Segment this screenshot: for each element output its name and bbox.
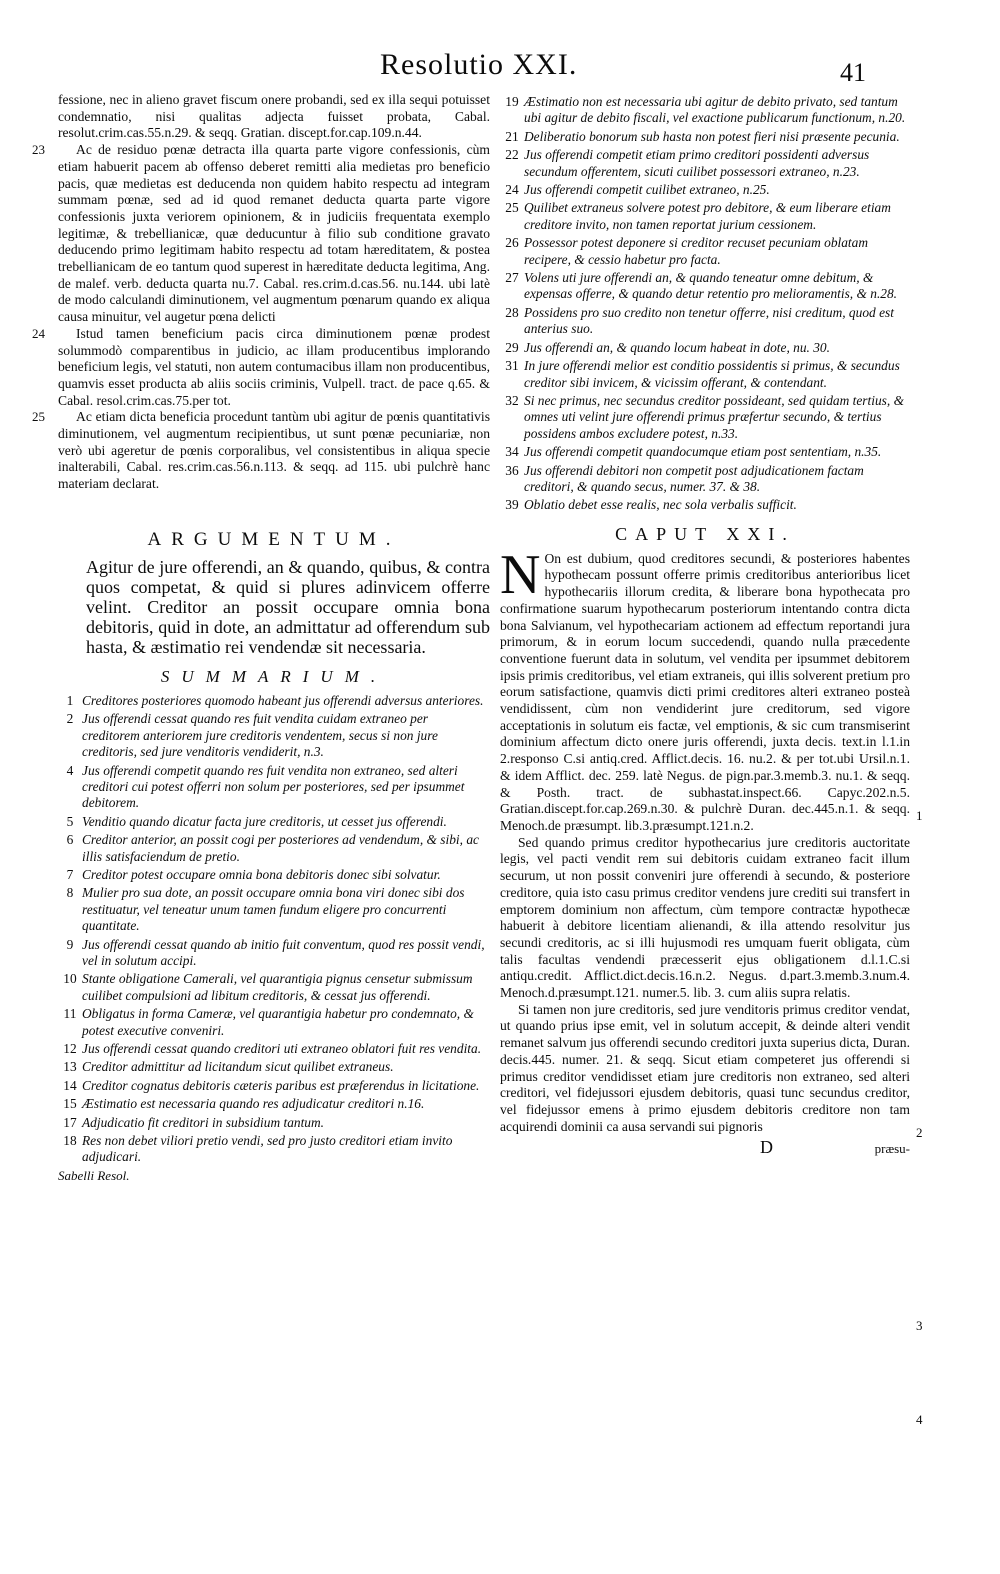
summary-number: 17	[63, 1114, 77, 1130]
summary-text: Jus offerendi an, & quando locum habeat in dote, nu. 30.	[524, 339, 830, 355]
running-title: Resolutio XXI.	[380, 48, 578, 81]
footer-signature: Sabelli Resol.	[58, 1167, 130, 1183]
summary-item	[500, 200, 910, 233]
summary-number: 18	[63, 1133, 77, 1149]
summary-number: 22	[505, 147, 519, 163]
summary-item	[500, 358, 910, 391]
drop-capital: N	[500, 543, 541, 606]
summary-text: Jus offerendi competit etiam primo creditori possidenti adversus secundum offerentem, sicuti cuilibet possessori extraneo, n.23.	[524, 147, 870, 179]
text-paragraph	[500, 1002, 910, 1136]
summary-number: 21	[505, 128, 519, 144]
summary-text: Adjudicatio fit creditori in subsidium tantum.	[82, 1114, 325, 1130]
summary-item	[500, 270, 910, 303]
summary-item	[500, 94, 910, 127]
paragraph-number: 25	[32, 409, 45, 425]
summary-text: Creditor anterior, an possit cogi per posteriores ad vendendum, & sibi, ac illis satisfaciendum de pretio.	[82, 832, 479, 864]
summary-list-right	[500, 94, 910, 514]
margin-number: 2	[916, 1125, 923, 1140]
summary-text: Jus offerendi cessat quando ab initio fuit conventum, quod res possit vendi, vel in solutum accipi.	[82, 936, 485, 968]
summary-item	[58, 1096, 490, 1112]
left-column	[32, 92, 490, 1184]
summary-text: Obligatus in forma Cameræ, vel quarantigia habetur pro condemnato, & potest executive conveniri.	[82, 1006, 474, 1038]
summary-item	[500, 444, 910, 460]
summary-number: 19	[505, 94, 519, 109]
summary-number: 15	[63, 1096, 77, 1112]
summary-heading: SUMMARIUM.	[160, 666, 388, 686]
paragraph-text: fessione, nec in alieno gravet fiscum onere probandi, sed ex illa sequi potuisset condemnatio, nisi qualitas adjecta fuisset probata, Cabal. resolut.crim.cas.55.n.29. & seqq. Gratian. discept.for.cap.109.n.44.	[58, 92, 490, 141]
paragraph-number: 23	[32, 142, 45, 158]
summary-text: Jus offerendi cessat quando creditori uti extraneo oblatori fuit res vendita.	[82, 1041, 482, 1056]
summary-list-left	[58, 693, 490, 1166]
summary-number: 13	[63, 1059, 77, 1075]
summary-number: 11	[63, 1006, 77, 1022]
summary-text: Jus offerendi competit quando res fuit vendita non extraneo, sed alteri creditori cui potest offerri non solum per posteriores, sed per ipsummet debitorem.	[82, 762, 465, 811]
signature-mark: D	[760, 1137, 773, 1158]
summary-number: 27	[505, 270, 519, 286]
summary-text: Æstimatio non est necessaria ubi agitur de debito privato, sed tantum ubi agitur de debito fiscali, vel exactione publicarum functionum, n.20.	[524, 94, 906, 126]
summary-text: Creditor cognatus debitoris cæteris paribus est præferendus in licitatione.	[82, 1077, 480, 1093]
margin-number: 3	[916, 1318, 923, 1333]
left-paragraphs	[32, 92, 490, 493]
summary-number: 7	[66, 866, 74, 882]
summary-text: Possidens pro suo credito non tenetur offerre, nisi creditum, quod est anterius suo.	[524, 304, 894, 337]
summary-item	[58, 711, 490, 760]
summary-item	[500, 235, 910, 268]
summary-number: 1	[66, 692, 74, 708]
summary-item	[500, 393, 910, 442]
summary-number: 34	[505, 444, 519, 460]
summary-text: Deliberatio bonorum sub hasta non potest fieri nisi præsente pecunia.	[524, 128, 900, 144]
summary-number: 14	[63, 1077, 77, 1093]
text-paragraph	[32, 142, 490, 326]
paragraph-text: Si tamen non jure creditoris, sed jure venditoris primus creditor vendat, ut quando prius ipse emit, vel in solutum accepit, & deinde alteri vendit remanet salvum jus offerendi secundo creditori juxta superius dicta, Duran. decis.445. numer. 21. & seqq. Sicut etiam competeret jus offerendi si primus creditor vendidisset etiam jure creditoris non extraneo, sed alteri creditori, vel fidejussori ejusdem debitoris, quasi tunc secundus creditor, vel fidejussor emens à primo ejusdem debitoris creditore non tam acquirendi dominii ca ausa servandi sui pignoris	[500, 1001, 910, 1134]
catchword: præsu-	[874, 1141, 910, 1157]
summary-item	[58, 1059, 490, 1075]
text-paragraph	[500, 835, 910, 1002]
summary-item	[500, 129, 910, 145]
summary-item	[58, 937, 490, 970]
right-column	[500, 92, 910, 1158]
summary-text: Quilibet extraneus solvere potest pro debitore, & eum liberare etiam creditore invito, non tamen reportat jurium cessionem.	[524, 200, 891, 232]
summary-item	[58, 763, 490, 812]
summary-item	[58, 1078, 490, 1094]
paragraph-text: Ac etiam dicta beneficia procedunt tantùm ubi agitur de pœnis quantitativis diminutionem, vel augmentum recipientibus, ut sunt pœnæ pecuniariæ, non verò ubi ageretur de pœnis corporalibus, vel consistentibus in aliqua specie inalterabili, Cabal. res.crim.cas.56.n.113. & seqq. ad 115. ubi pulchrè hanc materiam declarat.	[58, 409, 490, 492]
text-paragraph	[58, 92, 490, 142]
summary-text: Jus offerendi competit quandocumque etiam post sententiam, n.35.	[524, 444, 882, 460]
summary-item	[58, 693, 490, 709]
paragraph-text: Istud tamen beneficium pacis circa diminutionem pœnæ prodest solummodò comparentibus in judicio, ac illam producentibus implorando beneficium legis, vel statuti, non autem contumacibus illam non producentibus, quamvis esset producta ab aliis sociis criminis, Vulpell. tract. de pace q.65. & Cabal. resol.crim.cas.75.per tot.	[58, 325, 490, 408]
paragraph-number: 24	[32, 325, 45, 341]
summary-text: Si nec primus, nec secundus creditor possideant, sed quidam tertius, & omnes uti velint jure offerendi primus præfertur secundo, & tertius possidens ambos excludere potest, n.33.	[524, 392, 904, 441]
summary-item	[58, 1041, 490, 1057]
summary-number: 4	[66, 762, 74, 778]
summary-item	[58, 1006, 490, 1039]
chapter-body	[500, 543, 910, 1136]
summary-number: 6	[66, 832, 74, 848]
summary-text: Jus offerendi cessat quando res fuit vendita cuidam extraneo per creditorem anteriorem jure creditoris vendentem, secus si non jure creditoris, sed jure venditoris vendiderit, n.3.	[82, 711, 438, 760]
summary-item	[58, 867, 490, 883]
summary-text: Oblatio debet esse realis, nec sola verbalis sufficit.	[524, 497, 797, 513]
summary-number: 29	[505, 339, 519, 355]
argument-text: Agitur de jure offerendi, an & quando, quibus, & contra quos competat, & quid si plures adinvicem offerre velint. Creditor an possit occupare omnia bona debitoris, quid in dote, an admittatur ad offerendum sub hasta, & æstimatio rei vendendæ sit necessaria.	[86, 556, 490, 657]
summary-item	[58, 885, 490, 934]
summary-number: 24	[505, 182, 519, 198]
summary-number: 12	[63, 1041, 77, 1056]
paragraph-text: On est dubium, quod creditores secundi, & posteriores habentes hypothecam possunt offerre primis creditoribus anterioribus licet hypothecariis illorum credita, & liberare bona hypothecata pro confirmatione suarum hypothecarum posteriorum intentando contra dicta bona Salvianum, vel hypothecariam actionem ad effectum reportandi jura primorum, & in eorum locum succedendi, quando nulla præcedente conventione fuerunt data in solutum, vel vendita per ipsummet debitorem ipsis primis creditoribus, vel etiam extraneis, qui illis solverent pretium pro eorum satisfactione, quamvis dicti primi creditores alteri extraneo posteà vendidissent, cùm non vendiderint jure creditorum, sed vigore acceptationis in solutum eis factæ, vel emptionis, & sic cum transmiserint dominium affectum dicto onere juris offerendi, juxta decis. text.in l.1.in 2.responso C.si antiq.cred. Afflict.decis. 16. nu.2. & per tot.ubi Ursil.n.1. & idem Afflict. dec. 259. latè Negus. de pign.par.3.memb.3. nu.1. & seqq. & Posth. tract. de subhastat.inspect.66. Capyc.202.n.5. Gratian.discept.for.cap.269.n.30. & pulchrè Duran. dec.445.n.1. & seqq. Menoch.de præsumpt. lib.3.præsumpt.121.n.2.	[500, 550, 910, 833]
summary-item	[500, 463, 910, 496]
summary-text: Res non debet viliori pretio vendi, sed pro justo creditori etiam invito adjudicari.	[82, 1133, 453, 1165]
summary-item	[58, 971, 490, 1004]
margin-number: 4	[916, 1412, 923, 1427]
page-footer	[500, 1137, 910, 1158]
summary-item	[500, 497, 910, 513]
text-paragraph	[32, 325, 490, 410]
summary-text: Stante obligatione Camerali, vel quarantigia pignus censetur submissum cuilibet compulsioni ad libitum creditoris, & cessat jus offerendi.	[82, 971, 473, 1003]
page-number: 41	[840, 58, 866, 87]
argument-heading: ARGUMENTUM.	[147, 528, 401, 550]
summary-text: In jure offerendi melior est conditio possidentis si primus, & secundus creditor sibi invicem, & vicissim offerant, & contendant.	[524, 358, 900, 390]
margin-number: 1	[916, 808, 923, 823]
summary-item	[58, 1133, 490, 1166]
summary-item	[58, 832, 490, 865]
text-paragraph	[500, 543, 910, 835]
summary-number: 8	[66, 885, 74, 901]
summary-number: 36	[505, 462, 519, 478]
summary-item	[500, 340, 910, 356]
summary-number: 39	[505, 497, 519, 513]
summary-number: 5	[66, 813, 74, 829]
summary-number: 10	[63, 971, 77, 987]
summary-number: 32	[505, 392, 519, 408]
summary-item	[500, 147, 910, 180]
summary-text: Possessor potest deponere si creditor recuset pecuniam oblatam recipere, & cessio habetur pro facta.	[524, 235, 869, 267]
chapter-heading: CAPUT XXI.	[615, 523, 795, 544]
summary-text: Æstimatio est necessaria quando res adjudicatur creditori n.16.	[82, 1096, 425, 1112]
paragraph-text: Ac de residuo pœnæ detracta illa quarta parte vigore confessionis, cùm etiam habuerit pacem ab offenso deberet remitti alia medietas pro beneficio pacis, quæ medietas est deducenda non quidem habito respectu ad integram summam pœnæ, sed ad id quod remanet deducta quarta parte vigore confessionis juxta veriorem opinionem, & in judiciis frequentata exemplo legitimæ, & trebellianicæ, quæ deducuntur à filio sub conditione gravato deducendo primo legitimam habito respectu ad totam hæreditatem, & postea trebellianicam de eo tantum quod superest in hæreditate deducta legitima, Ang. de malef. verb. deducta quarta nu.7. Cabal. res.crim.d.cas.56. nu.144. ubi latè de modo calculandi diminutionem, vel augmentum pœnarum quando ex aliqua causa minuitur, vel augetur pœna delicti	[58, 142, 490, 325]
summary-text: Creditor potest occupare omnia bona debitoris donec sibi solvatur.	[82, 866, 441, 882]
summary-text: Jus offerendi competit cuilibet extraneo, n.25.	[524, 182, 770, 198]
summary-item	[58, 814, 490, 830]
page-header	[0, 48, 1000, 88]
summary-text: Venditio quando dicatur facta jure creditoris, ut cesset jus offerendi.	[82, 813, 447, 829]
paragraph-text: Sed quando primus creditor hypothecarius jure creditoris auctoritate legis, vel pacti vendit rem sui debitoris cuidam extraneo facit illum securum, ut non possit conveniri jure offerendi à secundo, & posteriore creditore, quia isto casu primus creditor vendens jure crediti sui transfert in emptorem dominium non affectum, cùm tempore contractæ hypothecæ habuerit à debitore licentiam alienandi, & illa attendo resolvitur jus secundi creditoris, ac si illi hujusmodi res umquam fuerit obligata, cùm talis facultas vendendi præcesserit ejus obligationem d.l.1.C.si antiqu.credit. Afflict.dict.decis.16.n.2. Negus. d.part.3.memb.3.num.4. Menoch.d.præsumpt.121. numer.5. lib. 3. cum aliis supra relatis.	[500, 834, 910, 1001]
summary-number: 31	[505, 358, 519, 374]
summary-text: Jus offerendi debitori non competit post adjudicationem factam creditori, & quando secus, numer. 37. & 38.	[524, 462, 864, 494]
text-paragraph	[32, 409, 490, 493]
summary-text: Mulier pro sua dote, an possit occupare omnia bona viri donec sibi dos restituatur, vel teneatur unum tamen fundum eligere pro concurrenti quantitate.	[82, 885, 465, 934]
summary-item	[500, 182, 910, 198]
summary-number: 25	[505, 200, 519, 216]
summary-number: 28	[505, 304, 519, 320]
summary-number: 9	[66, 936, 74, 952]
summary-item	[500, 305, 910, 338]
summary-text: Creditor admittitur ad licitandum sicut quilibet extraneus.	[82, 1059, 394, 1075]
summary-text: Creditores posteriores quomodo habeant jus offerendi adversus anteriores.	[82, 692, 484, 708]
summary-text: Volens uti jure offerendi an, & quando teneatur omne debitum, & expensas offerre, & quando detur retentio pro melioramentis, & n.28.	[524, 270, 898, 302]
summary-number: 2	[66, 711, 74, 727]
summary-number: 26	[505, 235, 519, 251]
summary-item	[58, 1115, 490, 1131]
